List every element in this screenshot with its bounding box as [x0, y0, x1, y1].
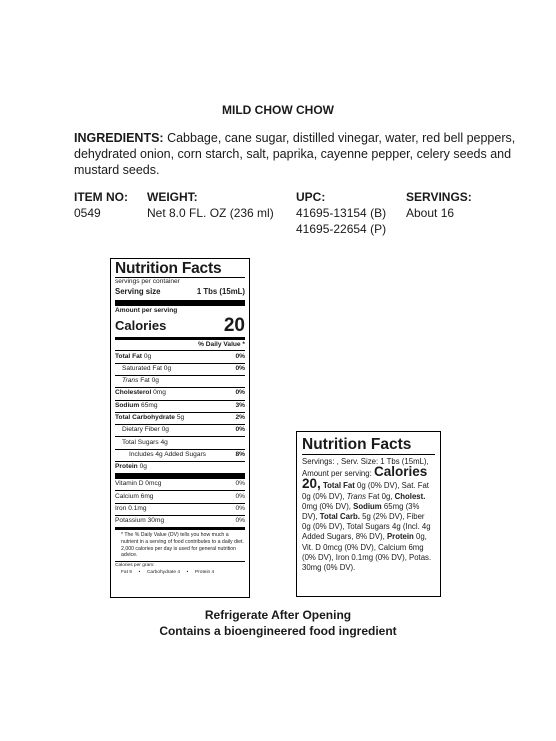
- nf-amount: 5g: [176, 413, 185, 421]
- nf-linear-cholest-label: Cholest.: [394, 491, 426, 501]
- nf-row-sodium: [115, 400, 245, 412]
- nf-dv: 0%: [235, 389, 245, 397]
- nf-amount: 4g: [160, 438, 168, 446]
- nf-dv: 0%: [235, 504, 245, 512]
- nf-serving-size: [115, 287, 245, 298]
- item-number-value: 0549: [74, 206, 101, 220]
- nf-label: Trans: [122, 377, 139, 385]
- nf-linear-trans-value: Fat 0g,: [368, 491, 393, 501]
- nf-amount: 0mg: [153, 389, 166, 397]
- nf-cpg-label: Calories per gram:: [115, 563, 155, 569]
- nf-title: Nutrition Facts: [115, 260, 222, 277]
- nf-label: Calcium 6mg: [115, 492, 154, 500]
- nf-amount: 0g: [143, 352, 152, 360]
- ingredients-paragraph: [74, 130, 524, 178]
- nf-daily-value-header: % Daily Value *: [198, 340, 245, 348]
- nf-footnote: * The % Daily Value (DV) tells you how much a nutrient in a serving of food contributes to a daily diet. 2,000 calories per day is used for general nutrition advice.: [121, 532, 244, 559]
- nf-label: Saturated Fat: [122, 364, 162, 372]
- bioengineered-note: Contains a bioengineered food ingredient: [159, 624, 397, 638]
- nf-dv: 0%: [235, 480, 245, 488]
- nf-linear-calories: Calories 20,: [302, 464, 428, 492]
- nf-amount: 0g: [139, 463, 147, 471]
- nf-label: Dietary Fiber: [122, 426, 160, 434]
- nf-cpg-values: Fat 9 • Carbohydrate 4 • Protein 4: [121, 569, 215, 575]
- nf-linear-carb-value: 5g (2% DV), Fiber 0g (0% DV), Total Sugars 4g (Incl. 4g Added Sugars, 8% DV),: [302, 512, 431, 542]
- nf-calories-value: 20: [223, 314, 245, 336]
- nf-linear-trans-label: Trans: [346, 491, 366, 501]
- nf-amount: Fat 0g: [140, 377, 159, 385]
- weight-column: [147, 189, 274, 221]
- storage-footer: [0, 607, 556, 639]
- nf-linear-title: Nutrition Facts: [302, 436, 412, 453]
- nf-linear-sodium-label: Sodium: [353, 501, 382, 511]
- item-number-column: [74, 189, 128, 221]
- upc-header: UPC:: [296, 190, 326, 204]
- nf-row-potassium: [115, 515, 245, 527]
- nf-linear-body: [302, 457, 435, 573]
- nf-calories-per-gram: [115, 562, 245, 576]
- servings-header: SERVINGS:: [406, 190, 472, 204]
- servings-column: [406, 189, 472, 221]
- nf-row-total-fat: [115, 350, 245, 362]
- nf-label: Vitamin D 0mcg: [115, 480, 162, 488]
- nf-amount: 0g: [163, 364, 172, 372]
- upc-value-p: 41695-22654 (P): [296, 222, 387, 236]
- nf-linear-servings: Servings: , Serv. Size: 1 Tbs (15mL), Amount per serving:: [302, 457, 429, 479]
- nf-label: Total Fat: [115, 352, 142, 360]
- nf-amount-per-serving: Amount per serving: [115, 306, 178, 314]
- nf-dv: 0%: [235, 352, 245, 360]
- nf-calories: [115, 316, 245, 335]
- servings-value: About 16: [406, 206, 455, 220]
- nf-label: Iron 0.1mg: [115, 504, 147, 512]
- nf-amount: 65mg: [141, 401, 158, 409]
- nf-row-vitamin-d: [115, 479, 245, 490]
- nf-dv: 0%: [235, 492, 245, 500]
- nf-dv: 0%: [235, 426, 245, 434]
- nf-linear-protein-value: 0g, Vit. D 0mcg (0% DV), Calcium 6mg (0% DV), Iron 0.1mg (0% DV), Potas. 30mg (0% DV).: [302, 532, 432, 573]
- refrigerate-note: Refrigerate After Opening: [204, 608, 352, 622]
- nf-linear-sodium-value: 65mg (3% DV),: [302, 501, 420, 522]
- nf-label: Potassium 30mg: [115, 517, 165, 525]
- nf-linear-fat-label: Total Fat: [322, 481, 355, 491]
- upc-value-b: 41695-13154 (B): [296, 206, 387, 220]
- nf-serving-size-value: 1 Tbs (15mL): [196, 287, 245, 297]
- nf-linear-cholest-value: 0mg (0% DV),: [302, 501, 351, 511]
- nf-row-saturated-fat: [115, 363, 245, 375]
- nf-label: Cholesterol: [115, 389, 152, 397]
- nf-amount: 0g: [161, 426, 169, 434]
- nf-linear-fat-value: 0g (0% DV), Sat. Fat 0g (0% DV),: [302, 481, 429, 501]
- nf-row-protein: [115, 461, 245, 473]
- upc-column: [296, 189, 386, 237]
- ingredients-label: INGREDIENTS:: [74, 131, 164, 145]
- nf-label: Includes 4g Added Sugars: [129, 450, 206, 458]
- nf-servings-per-container: servings per container: [115, 278, 180, 286]
- product-title: MILD CHOW CHOW: [222, 103, 334, 117]
- nf-row-trans-fat: [115, 375, 245, 387]
- nf-dv: 2%: [235, 413, 245, 421]
- ingredients-text: Cabbage, cane sugar, distilled vinegar, water, red bell peppers, dehydrated onion, corn starch, salt, paprika, cayenne pepper, celery seeds and mustard seeds.: [74, 131, 516, 177]
- nf-calories-label: Calories: [115, 318, 167, 334]
- nutrition-facts-vertical: [110, 258, 250, 598]
- nf-row-dietary-fiber: [115, 424, 245, 436]
- item-number-header: ITEM NO:: [74, 190, 128, 204]
- nf-linear-protein-label: Protein: [386, 532, 414, 542]
- nutrition-facts-linear: [296, 431, 441, 597]
- nf-label: Total Sugars: [122, 438, 159, 446]
- nf-dv: 0%: [235, 517, 245, 525]
- nf-row-total-sugars: [115, 436, 245, 448]
- nf-row-added-sugars: [115, 449, 245, 461]
- nf-label: Protein: [115, 463, 138, 471]
- nf-dv: 3%: [235, 401, 245, 409]
- weight-header: WEIGHT:: [147, 190, 198, 204]
- nf-dv: 0%: [235, 364, 245, 372]
- nf-label: Total Carbohydrate: [115, 413, 175, 421]
- nf-row-total-carbohydrate: [115, 412, 245, 424]
- nf-row-calcium: [115, 490, 245, 502]
- nf-linear-carb-label: Total Carb.: [319, 512, 360, 522]
- nf-label: Sodium: [115, 401, 140, 409]
- nf-row-iron: [115, 503, 245, 515]
- nf-serving-size-label: Serving size: [115, 287, 161, 297]
- nf-row-cholesterol: [115, 387, 245, 399]
- weight-value: Net 8.0 FL. OZ (236 ml): [147, 206, 274, 220]
- nf-dv: 8%: [235, 450, 245, 458]
